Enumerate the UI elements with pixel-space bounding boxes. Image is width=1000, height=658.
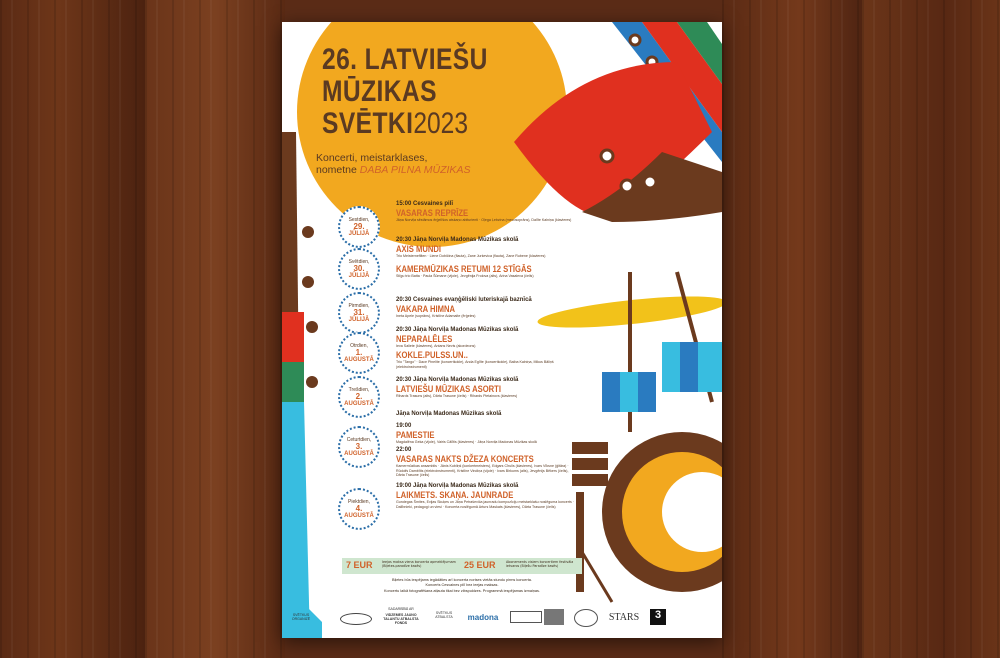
event-entry bbox=[396, 236, 576, 259]
event-title: KAMERMŪZIKAS RETUMI 12 STĪGĀS bbox=[396, 264, 532, 274]
event-title: PAMESTIE bbox=[396, 430, 435, 440]
badge-day: Piektdien, bbox=[348, 498, 370, 505]
event-entry bbox=[396, 422, 576, 445]
event-details: Trio Meisternefilten · Liene Dobičina (flauta), Zane Jurkevica (flauta), Zane Rubene (klavieres) bbox=[396, 254, 546, 258]
event-title: NEPARALĒLES bbox=[396, 334, 453, 344]
title-svetki: SVĒTKI bbox=[322, 107, 414, 140]
event-heading: 19:00 bbox=[396, 423, 412, 429]
event-heading: 20:30 Jāņa Norviļa Madonas Mūzikas skolā bbox=[396, 327, 519, 333]
event-entry bbox=[396, 446, 576, 478]
badge-number: 2. bbox=[355, 391, 363, 401]
badge-month: AUGUSTĀ bbox=[344, 450, 374, 457]
badge-number: 30. bbox=[353, 263, 365, 273]
festival-poster bbox=[282, 22, 722, 638]
badge-month: JŪLIJĀ bbox=[348, 316, 370, 323]
event-entry bbox=[396, 264, 576, 279]
event-entry bbox=[396, 482, 576, 509]
price-bar bbox=[342, 558, 582, 574]
badge-number: 29. bbox=[353, 221, 365, 231]
badge-number: 1. bbox=[355, 347, 363, 357]
event-title: KOKLE.PULSS.UN.. bbox=[396, 350, 468, 360]
title-year: 2023 bbox=[413, 107, 469, 140]
organizer-label: SVĒTKUS ORGANIZĒ bbox=[291, 613, 311, 621]
badge-day: Pirmdien, bbox=[348, 302, 370, 309]
event-heading: Jāņa Norviļa Madonas Mūzikas skolā bbox=[396, 411, 502, 417]
sponsor-logos bbox=[282, 607, 722, 631]
badge-day: Ceturtdien, bbox=[346, 436, 372, 443]
event-details: Stīgu trio Batta · Paula Šūmane (vijole), Jevgēnija Frolova (alts), Arina Vasaleva (čells) bbox=[396, 274, 534, 278]
fund-logo: VIDZEMES JAUNO TALANTU ATBALSTA FONDS bbox=[383, 613, 419, 625]
event-details: Trio "Tango" · Dace Pinelite (koncertkokle), Anda Eglīte (koncertkokle), Baiba Kalniņa, Mikus Bāliņš (elektroinstrumenti) bbox=[396, 360, 554, 369]
organizer-logo bbox=[340, 613, 372, 625]
sponsor-logo bbox=[510, 611, 542, 623]
badge-month: AUGUSTĀ bbox=[344, 356, 374, 363]
event-details: Ineta Apele (soprāns), Kristīne Adamaite (ērģeles) bbox=[396, 314, 476, 318]
photo-note: Koncertu laikā fotografēšana atļauta tikai bez zibspuldzes. Programmā iespējamas izmaiņas. bbox=[384, 589, 540, 593]
event-entry bbox=[396, 296, 576, 319]
poster-subtitle bbox=[316, 152, 470, 176]
clarinet-icon bbox=[282, 132, 322, 638]
ticket-note: Koncerts Cesvaines pilī bez ieejas maksas. bbox=[425, 583, 499, 587]
event-heading: 20:30 Jāņa Norviļa Madonas Mūzikas skolā bbox=[396, 377, 519, 383]
event-heading: 19:00 Jāņa Norviļa Madonas Mūzikas skolā bbox=[396, 483, 519, 489]
subtitle-highlight: DABA PILNA MŪZIKAS bbox=[359, 164, 471, 176]
price-subscription-desc: Abonements visiem koncertiem festivāla ietvaros (Biļešu Paradīze kasēs) bbox=[506, 560, 574, 569]
badge-day: Sestdien, bbox=[348, 216, 370, 223]
badge-number: 3. bbox=[355, 441, 363, 451]
date-badge bbox=[338, 206, 380, 248]
poster-title bbox=[322, 44, 519, 140]
date-badge bbox=[338, 292, 380, 334]
subtitle-prefix: nometne bbox=[316, 164, 360, 176]
badge-month: AUGUSTĀ bbox=[344, 400, 374, 407]
badge-day: Otrdien, bbox=[350, 342, 368, 349]
event-entry bbox=[396, 326, 576, 349]
support-label: SVĒTKUS ATBALSTA bbox=[435, 611, 453, 619]
sponsor-logo bbox=[574, 609, 598, 627]
title-line-3 bbox=[322, 108, 519, 140]
ticket-note: Biļetes būs iespējams iegādāties arī koncerta norises vietās stundu pirms koncerta. bbox=[392, 578, 532, 582]
bass-drum-icon bbox=[602, 432, 722, 592]
event-heading: 22:00 bbox=[396, 447, 412, 453]
date-badge bbox=[338, 376, 380, 418]
price-single-desc: Ieejas maksa viena koncerta apmeklējumam (Biļetes.paradīze kasēs) bbox=[382, 560, 456, 569]
badge-month: JŪLIJĀ bbox=[348, 272, 370, 279]
lr3-logo: 3 bbox=[650, 609, 666, 625]
event-entry bbox=[396, 376, 576, 399]
event-title: LATVIEŠU MŪZIKAS ASORTI bbox=[396, 384, 501, 394]
date-badge bbox=[338, 248, 380, 290]
madona-logo: madona bbox=[467, 613, 499, 622]
event-details: Rihards Trasuns (alts), Dārta Trasune (čells) · Rihards Pietainovs (klavieres) bbox=[396, 394, 518, 398]
title-line-2: MŪZIKAS bbox=[322, 75, 437, 108]
event-heading: 20:30 Cesvaines evaņģēliski luteriskajā baznīcā bbox=[396, 297, 532, 303]
event-details: Gundegas Šmites, Evijas Skuķes un Jāņa Petraševiča jaunradu kompozīciju meistarklašu noslēguma koncerts · Dalībnieki, pedagogi un viesi · Koncerta noslēgumā Arturs Maskats (klavieres), Dārta Trasune (čells) bbox=[396, 500, 574, 509]
event-entry bbox=[396, 350, 576, 369]
stars-logo: STARS bbox=[608, 612, 640, 623]
event-details: Ieva Saliete (klavieres), Antans Nevis (akordeons) bbox=[396, 344, 476, 348]
event-title: VAKARA HIMNA bbox=[396, 304, 456, 314]
event-title: LAIKMETS. SKAŅA. JAUNRADE bbox=[396, 490, 514, 500]
event-heading: 15:00 Cesvaines pilī bbox=[396, 201, 454, 207]
title-line-1: 26. LATVIEŠU bbox=[322, 43, 488, 76]
date-badge bbox=[338, 332, 380, 374]
date-badge bbox=[338, 426, 380, 468]
badge-number: 31. bbox=[353, 307, 365, 317]
tom-drums-icon bbox=[602, 342, 722, 412]
cooperation-label: SADARBĪBĀ AR bbox=[388, 607, 414, 611]
event-title: VASARAS NAKTS DŽEZA KONCERTS bbox=[396, 454, 534, 464]
badge-number: 4. bbox=[355, 503, 363, 513]
event-entry bbox=[396, 200, 576, 223]
sponsor-logo bbox=[544, 609, 564, 625]
event-details: Kamermūzikas ansamblis · Jānis Kubliņš (konkertmeisters), Edgars Cīrulis (klavieres), Ivars Vīksne (ģitāra) · Rūdolfs Dambītis (elektroinstrumenti), Kristīne Vindiņa (vijole) · Ivars Birkums (alts), Jevgēnijs Bēkers (čells), Dārta Trasune (čells) bbox=[396, 464, 569, 478]
price-subscription: 25 EUR bbox=[464, 560, 496, 570]
badge-month: AUGUSTĀ bbox=[344, 512, 374, 519]
event-details: Jāņa Norviļa sēstāmos ērģelīšos atskaņo abiturienti · Oļega Ļebzina (mecosoprāns), Dalīte Kalniņa (klavieres) bbox=[396, 218, 572, 222]
event-entry bbox=[396, 410, 576, 418]
event-heading: 20:30 Jāņa Norviļa Madonas Mūzikas skolā bbox=[396, 237, 519, 243]
badge-day: Trešdien, bbox=[348, 386, 370, 393]
event-details: Magdalēna Geka (vijole), Vairis Cālītis (klavieres) · Jāņa Norviļa Madonas Mūzikas skolā bbox=[396, 440, 537, 444]
subtitle-line-1: Koncerti, meistarklases, bbox=[316, 152, 428, 164]
badge-month: JŪLIJĀ bbox=[348, 230, 370, 237]
event-title: AXIS MUNDI bbox=[396, 244, 442, 254]
date-badge bbox=[338, 488, 380, 530]
subtitle-line-2 bbox=[316, 164, 470, 176]
price-single: 7 EUR bbox=[346, 560, 373, 570]
event-title: VASARAS REPRĪZE bbox=[396, 208, 469, 218]
badge-day: Svētdien, bbox=[348, 258, 370, 265]
